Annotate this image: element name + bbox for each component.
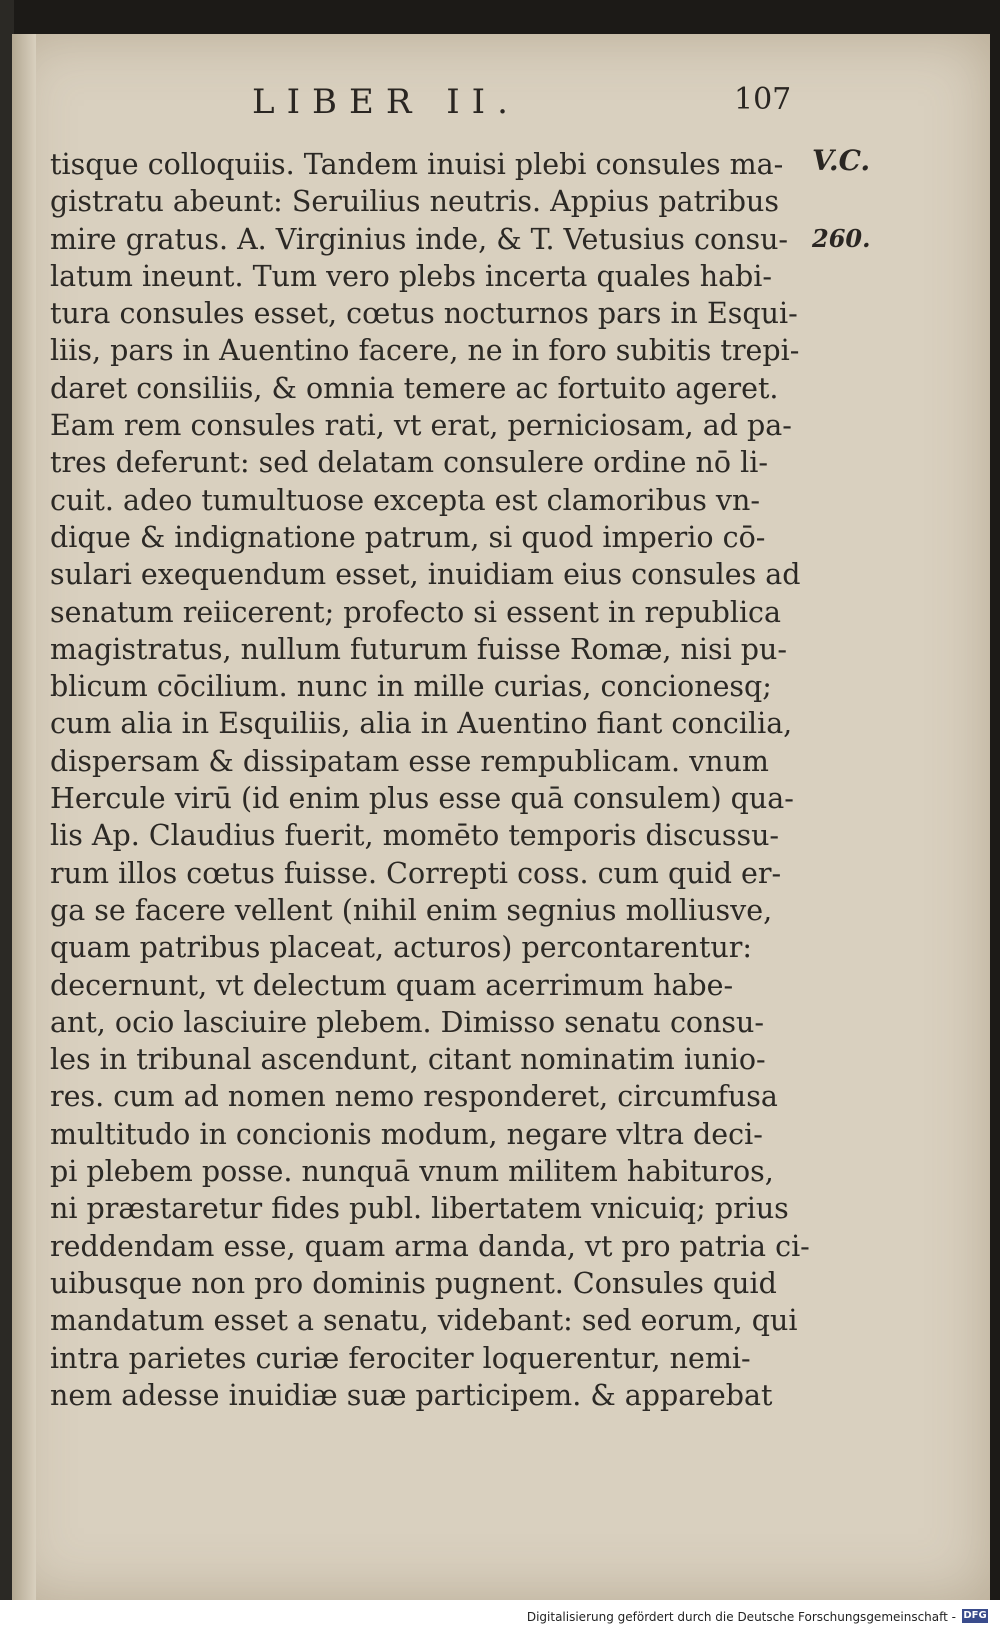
body-text — [50, 146, 810, 1414]
text-line: cum alia in Esquiliis, alia in Auentino fiant concilia, — [50, 707, 793, 741]
text-line: res. cum ad nomen nemo responderet, circumfusa — [50, 1080, 778, 1114]
text-line: ant, ocio lasciuire plebem. Dimisso senatu consu- — [50, 1005, 765, 1039]
text-line: daret consiliis, & omnia temere ac fortuito ageret. — [50, 371, 779, 405]
text-line: tisque colloquiis. Tandem inuisi plebi consules ma- — [50, 148, 784, 181]
text-line: mandatum esset a senatu, videbant: sed eorum, qui — [50, 1304, 798, 1338]
footer-bar — [0, 1600, 1000, 1634]
digitization-credit: Digitalisierung gefördert durch die Deutsche Forschungsgemeinschaft - — [526, 1610, 956, 1624]
text-line: les in tribunal ascendunt, citant nominatim iunio- — [50, 1043, 766, 1077]
text-line: lis Ap. Claudius fuerit, momēto temporis discussu- — [50, 819, 780, 853]
text-line: Hercule virū (id enim plus esse quā consulem) qua- — [50, 782, 794, 816]
text-line: tres deferunt: sed delatam consulere ordine nō li- — [50, 446, 768, 480]
text-line: mire gratus. A. Virginius inde, & T. Vetusius consu- — [50, 222, 789, 256]
page-number: 107 — [734, 82, 792, 117]
text-line: reddendam esse, quam arma danda, vt pro patria ci- — [50, 1229, 810, 1263]
text-line: multitudo in concionis modum, negare vltra deci- — [50, 1117, 763, 1151]
text-line: latum ineunt. Tum vero plebs incerta quales habi- — [50, 259, 773, 293]
text-line: blicum cōcilium. nunc in mille curias, concionesq; — [50, 670, 772, 704]
book-page — [12, 34, 990, 1600]
text-line: senatum reiicerent; profecto si essent in republica — [50, 595, 782, 629]
text-line: uibusque non pro dominis pugnent. Consules quid — [50, 1266, 777, 1300]
text-line: cuit. adeo tumultuose excepta est clamoribus vn- — [50, 483, 761, 517]
text-line: decernunt, vt delectum quam acerrimum habe- — [50, 968, 734, 1002]
text-line: rum illos cœtus fuisse. Correpti coss. cum quid er- — [50, 856, 782, 890]
page-header — [12, 82, 990, 134]
text-line: quam patribus placeat, acturos) percontarentur: — [50, 931, 753, 965]
text-line: sulari exequendum esset, inuidiam eius consules ad — [50, 558, 801, 592]
text-line: ga se facere vellent (nihil enim segnius molliusve, — [50, 893, 773, 927]
text-line: magistratus, nullum futurum fuisse Romæ, nisi pu- — [50, 632, 788, 666]
text-line: intra parietes curiæ ferociter loquerentur, nemi- — [50, 1341, 751, 1375]
text-line: nem adesse inuidiæ suæ participem. & apparebat — [50, 1378, 773, 1412]
text-line: dique & indignatione patrum, si quod imperio cō- — [50, 520, 766, 554]
margin-note-year-label: V.C. — [812, 144, 871, 177]
text-line: Eam rem consules rati, vt erat, perniciosam, ad pa- — [50, 409, 792, 443]
text-line: pi plebem posse. nunquā vnum militem habituros, — [50, 1155, 774, 1189]
running-title: LIBER II. — [252, 82, 520, 122]
text-line: liis, pars in Auentino facere, ne in foro subitis trepi- — [50, 334, 800, 368]
text-line: tura consules esset, cœtus nocturnos pars in Esqui- — [50, 297, 798, 331]
margin-note-year-value: 260. — [812, 224, 871, 253]
text-line: dispersam & dissipatam esse rempublicam. vnum — [50, 744, 769, 778]
text-line: ni præstaretur fides publ. libertatem vnicuiq; prius — [50, 1192, 789, 1226]
gutter-shadow — [12, 34, 36, 1600]
text-line: gistratu abeunt: Seruilius neutris. Appius patribus — [50, 185, 779, 219]
dfg-logo-icon: DFG — [963, 1610, 987, 1621]
